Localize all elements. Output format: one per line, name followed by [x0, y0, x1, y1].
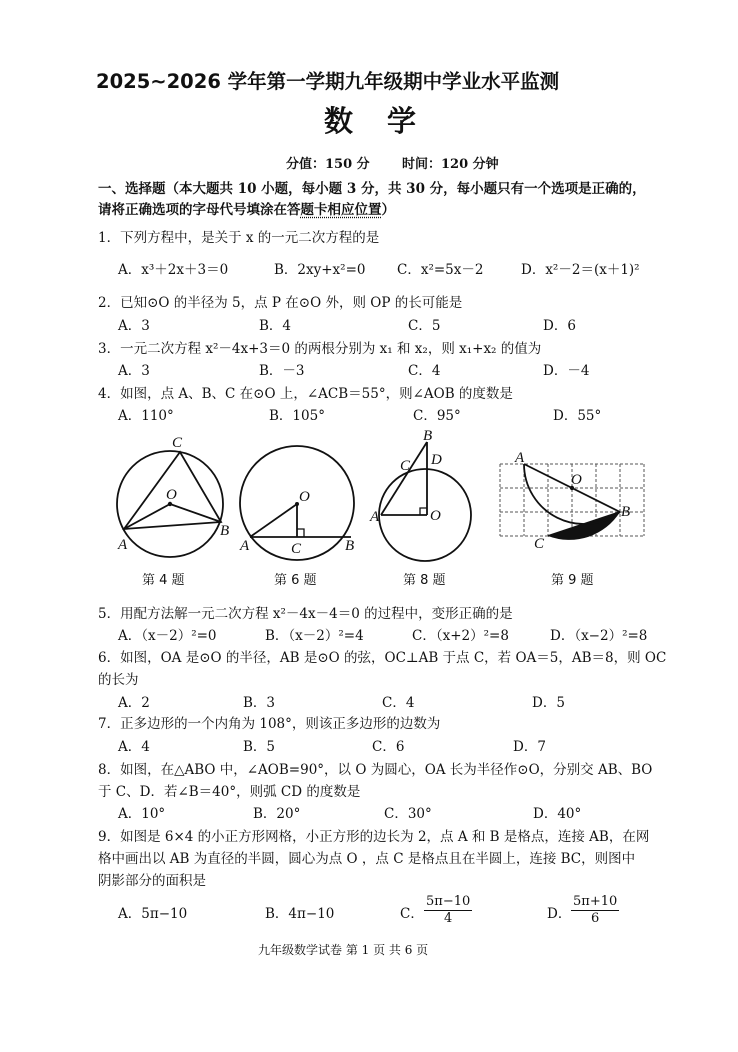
exam-title: 2025~2026 学年第一学期九年级期中学业水平监测	[96, 70, 560, 93]
q4-label-a: A	[118, 537, 128, 553]
q6-right-angle-mark	[297, 529, 304, 537]
q4-segment-oa	[124, 504, 170, 529]
q3-option-d: D．－4	[543, 363, 590, 379]
q9-option-c: C．	[400, 906, 424, 922]
q9-option-c-numerator: 5π−10	[426, 894, 471, 909]
q4-label-c: C	[172, 435, 183, 451]
q6-label-o: O	[299, 489, 310, 505]
caption-q4: 第 4 题	[142, 573, 185, 588]
q1-option-d: D．x²－2＝(x＋1)²	[521, 262, 640, 278]
q2-option-c: C．5	[408, 318, 441, 334]
question-9-stem-cont2: 阴影部分的面积是	[98, 873, 206, 889]
section-heading-line2	[98, 202, 395, 218]
q3-option-a: A．3	[118, 363, 150, 379]
q1-option-c: C．x²=5x－2	[397, 262, 484, 278]
q4-label-b: B	[220, 523, 230, 539]
question-9-stem-cont: 格中画出以 AB 为直径的半圆，圆心为点 O ，点 C 是格点且在半圆上，连接 BC，则图中	[98, 851, 636, 867]
q8-label-b: B	[423, 428, 433, 444]
q3-option-c: C．4	[408, 363, 441, 379]
q8-option-c: C．30°	[384, 806, 432, 822]
question-9-stem: 9．如图是 6×4 的小正方形网格，小正方形的边长为 2，点 A 和 B 是格点，连接 AB，在网	[98, 829, 650, 845]
caption-q8: 第 8 题	[403, 573, 446, 588]
q2-option-d: D．6	[543, 318, 576, 334]
q9-option-d-fraction	[571, 894, 619, 927]
q5-option-c: C．（x+2）²=8	[412, 628, 509, 644]
q9-option-a: A．5π−10	[118, 906, 188, 922]
question-6-stem: 6．如图，OA 是⊙O 的半径，AB 是⊙O 的弦，OC⊥AB 于点 C，若 OA＝5，AB＝8，则 OC	[98, 650, 667, 666]
q6-option-c: C．4	[382, 695, 415, 711]
q1-option-b: B．2xy+x²=0	[274, 262, 366, 278]
q8-option-a: A．10°	[118, 806, 166, 822]
caption-q9: 第 9 题	[551, 573, 594, 588]
question-6-stem-cont: 的长为	[98, 672, 139, 688]
subject-title: 数学	[324, 104, 451, 138]
q9-label-b: B	[621, 504, 631, 520]
q5-option-b: B．（x－2）²=4	[265, 628, 364, 644]
q9-option-d: D．	[547, 906, 572, 922]
q7-option-c: C．6	[372, 739, 405, 755]
q6-label-a: A	[240, 538, 250, 554]
q6-label-b: B	[345, 538, 355, 554]
question-8-stem-cont: 于 C、D．若∠B＝40°，则弧 CD 的度数是	[98, 784, 361, 800]
section-heading-prefix: 请将正确选项的字母代号填涂在答	[98, 202, 301, 218]
q4-segment-ob	[170, 504, 221, 522]
q8-option-d: D．40°	[533, 806, 582, 822]
figure-q8	[370, 428, 480, 563]
caption-q6: 第 6 题	[274, 573, 317, 588]
q8-option-b: B．20°	[253, 806, 301, 822]
question-8-stem: 8．如图，在△ABO 中，∠AOB=90°，以 O 为圆心，OA 长为半径作⊙O，分别交 AB、BO	[98, 762, 653, 778]
question-7-stem: 7．正多边形的一个内角为 108°，则该正多边形的边数为	[98, 716, 441, 732]
q2-option-b: B．4	[259, 318, 292, 334]
q7-option-b: B．5	[243, 739, 276, 755]
q9-option-c-fraction	[424, 894, 472, 927]
q7-option-a: A．4	[118, 739, 150, 755]
q9-option-c-denominator: 4	[443, 911, 453, 926]
q9-option-d-numerator: 5π+10	[573, 894, 618, 909]
figure-q9	[497, 450, 657, 560]
section-heading-suffix: ）	[381, 202, 395, 218]
q9-label-a: A	[515, 450, 525, 466]
q8-label-a: A	[370, 509, 380, 525]
question-5-stem: 5．用配方法解一元二次方程 x²－4x－4＝0 的过程中，变形正确的是	[98, 606, 513, 622]
q8-right-angle-mark	[420, 508, 427, 515]
question-4-stem: 4．如图，点 A、B、C 在⊙O 上，∠ACB＝55°，则∠AOB 的度数是	[98, 386, 513, 402]
q1-option-a: A．x³＋2x＋3＝0	[118, 262, 229, 278]
q6-label-c: C	[291, 541, 302, 557]
page-footer: 九年级数学试卷 第 1 页 共 6 页	[258, 943, 429, 957]
score-info: 分值：150 分	[286, 157, 370, 172]
q8-segment-ab	[381, 442, 427, 515]
figure-q6	[237, 440, 367, 560]
question-2-stem: 2．已知⊙O 的半径为 5，点 P 在⊙O 外，则 OP 的长可能是	[98, 295, 463, 311]
q2-option-a: A．3	[118, 318, 150, 334]
q5-option-a: A．（x－2）²=0	[118, 628, 217, 644]
q9-option-b: B．4π−10	[265, 906, 335, 922]
figure-q4	[112, 432, 232, 552]
q5-option-d: D．（x−2）²=8	[550, 628, 648, 644]
q9-label-o: O	[571, 472, 582, 488]
q7-option-d: D．7	[513, 739, 546, 755]
question-1-stem: 1．下列方程中，是关于 x 的一元二次方程的是	[98, 230, 380, 246]
q4-option-d: D．55°	[553, 408, 602, 424]
time-info: 时间：120 分钟	[402, 157, 499, 172]
section-heading-line1: 一、选择题（本大题共 10 小题，每小题 3 分，共 30 分，每小题只有一个选项是正确的，	[98, 181, 646, 197]
q4-option-a: A．110°	[118, 408, 174, 424]
q8-label-c: C	[400, 458, 411, 474]
q4-label-o: O	[166, 487, 177, 503]
q9-label-c: C	[534, 536, 545, 552]
question-3-stem: 3．一元二次方程 x²－4x+3＝0 的两根分别为 x₁ 和 x₂，则 x₁+x₂ 的值为	[98, 341, 542, 357]
q6-option-a: A．2	[118, 695, 150, 711]
q8-label-d: D	[431, 452, 442, 468]
section-heading-dotted: 题卡相应位置	[300, 202, 382, 218]
q3-option-b: B．－3	[259, 363, 305, 379]
q6-option-b: B．3	[243, 695, 276, 711]
q6-radius-oa	[250, 504, 297, 537]
q9-option-d-denominator: 6	[590, 911, 600, 926]
q8-label-o: O	[430, 508, 441, 524]
q4-option-b: B．105°	[269, 408, 325, 424]
q6-option-d: D．5	[532, 695, 565, 711]
q4-option-c: C．95°	[413, 408, 461, 424]
